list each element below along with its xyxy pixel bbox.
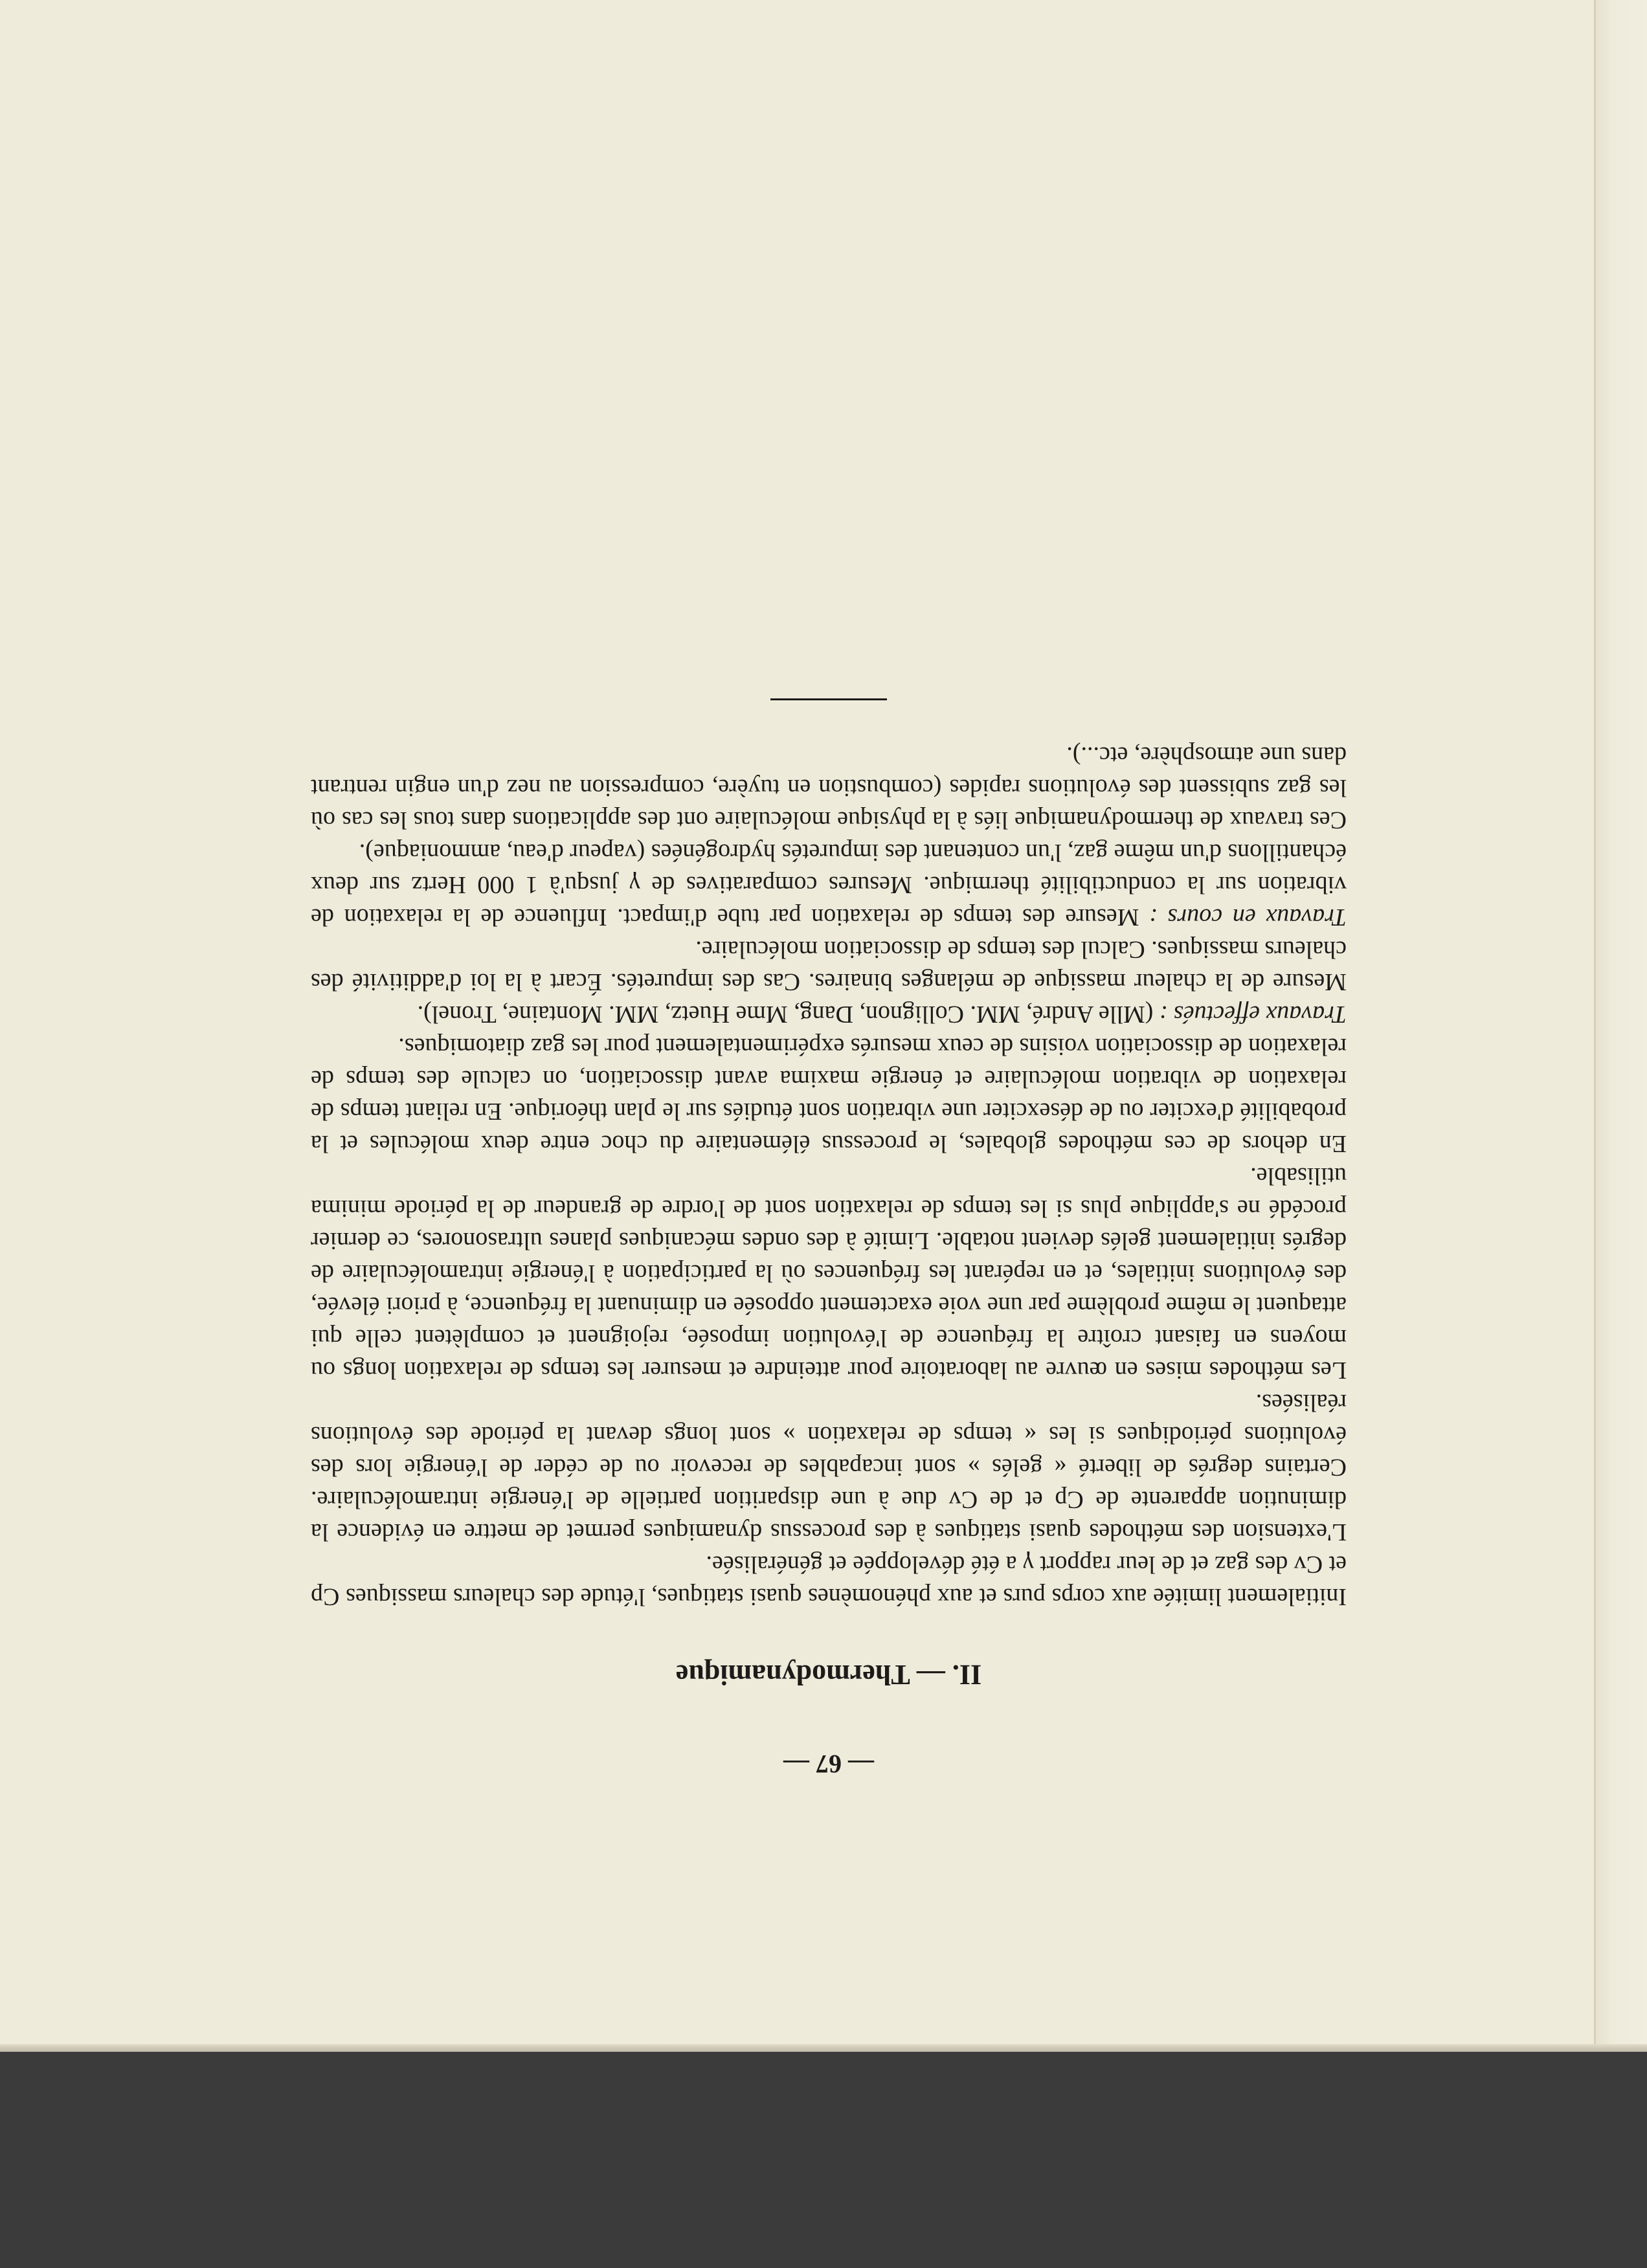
travaux-en-cours-block xyxy=(311,836,1347,933)
travaux-effectues-block xyxy=(311,998,1347,1030)
travaux-en-cours-text: Mesure des temps de relaxation par tube d'impact. Influence de la relaxation de vibration sur la conductibilité thermique. Mesures comparatives de γ jusqu'à 1 000 Hertz sur deux échantillons d'un même gaz, l'un contenant des impuretés hydrogénées (vapeur d'eau, ammoniaque). xyxy=(310,839,1347,931)
page-edge xyxy=(1594,0,1647,2052)
paragraph-intro: Initialement limitée aux corps purs et aux phénomènes quasi statiques, l'étude des chaleurs massiques Cp et Cv des gaz et de leur rapport γ a été développée et généralisée. xyxy=(311,1551,1347,1610)
section-heading: II. — Thermodynamique xyxy=(675,1659,982,1691)
travaux-en-cours-label: Travaux en cours : xyxy=(1149,904,1347,931)
travaux-effectues-text: Mesure de la chaleur massique de mélanges binaires. Cas des impuretés. Écart à la loi d'additivité des chaleurs massiques. Calcul des temps de dissociation moléculaire. xyxy=(311,936,1347,995)
travaux-effectues-label: Travaux effectués : xyxy=(1159,1001,1347,1028)
travaux-effectues-names: (Mlle André, MM. Collignon, Dang, Mme Huetz, MM. Montaine, Tronel). xyxy=(417,1001,1154,1028)
page-content-upside-down xyxy=(311,214,1347,1780)
page-number: — 67 — xyxy=(783,1750,874,1779)
paragraph-extension: L'extension des méthodes quasi statiques à des processus dynamiques permet de mettre en évidence la diminution apparente de Cp et de Cv due à une disparition partielle de l'énergie intramoléculaire. Certains degrés de liberté « gelés » sont incapables de recevoir ou de céder de l'énergie lors des évolutions périodiques si les « temps de relaxation » sont longs devant la période des évolutions réalisées. xyxy=(311,1389,1347,1546)
paragraph-methods: Les méthodes mises en œuvre au laboratoire pour atteindre et mesurer les temps de relaxation longs ou moyens en faisant croître la fréquence de l'évolution imposée, rejoignent et complètent celle qui attaquent le même problème par une voie exactement opposée en diminuant la fréquence, à priori élevée, des évolutions initiales, et en repérant les fréquences où la participation à l'énergie intramoléculaire de degrés initialement gelés devient notable. Limité à des ondes mécaniques planes ultrasonores, ce dernier procédé ne s'applique plus si les temps de relaxation sont de l'ordre de grandeur de la période minima utilisable. xyxy=(311,1162,1347,1384)
paragraph-closing: Ces travaux de thermodynamique liés à la physique moléculaire ont des applications dans tous les cas où les gaz subissent des évolutions rapides (combustion en tuyère, compression au nez d'un engin rentrant dans une atmosphère, etc...). xyxy=(311,742,1347,834)
paragraph-elementary-process: En dehors de ces méthodes globales, le processus élémentaire du choc entre deux molécules et la probabilité d'exciter ou de désexciter une vibration sont étudiés sur le plan théorique. En reliant temps de relaxation de vibration moléculaire et énergie maxima avant dissociation, on calcule des temps de relaxation de dissociation voisins de ceux mesurés expérimentalement pour les gaz diatomiques. xyxy=(311,1033,1347,1157)
page-bottom-shadow xyxy=(0,2044,1647,2052)
section-end-rule xyxy=(770,698,887,700)
